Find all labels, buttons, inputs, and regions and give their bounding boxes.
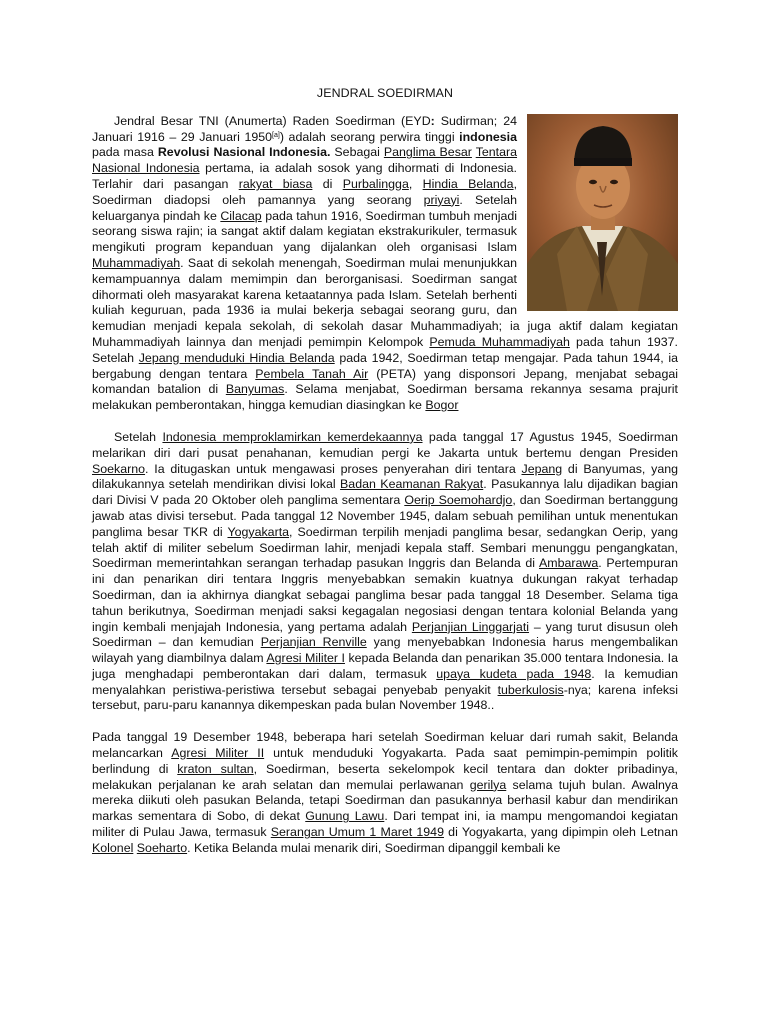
paragraph-3 [92, 730, 678, 856]
wiki-link[interactable]: Cilacap [220, 208, 262, 223]
text-run: Sebagai [330, 145, 384, 160]
text-run: . Saat di sekolah menengah, Soedirman mulai menunjukkan kemampuannya dalam memimpin dan berorganisasi. Soedirman sangat dihormati oleh masyarakat karena ketaatannya pada Islam. Setelah berhenti kuliah keguruan, pada 1936 ia mulai bekerja sebagai seorang guru, dan kemudian menjadi kepala sekolah, di sekolah dasar Muhammadiyah; ia juga aktif dalam kegiatan Muhammadiyah lainnya dan menjadi pemimpin Kelompok [92, 255, 678, 349]
text-run: pada tanggal 17 Agustus 1945, Soedirman melarikan diri dari pusat penahanan, kemudian pergi ke Jakarta untuk bertemu dengan Presiden [92, 429, 678, 460]
paragraph-1 [92, 114, 678, 414]
portrait-icon [527, 114, 678, 311]
wiki-link[interactable]: Perjanjian Renville [260, 635, 367, 650]
footnote-marker[interactable]: [a] [272, 131, 280, 139]
text-run: . Ia kemudian menyalahkan peristiwa-peristiwa tersebut sebagai penyebab penyakit [92, 666, 678, 697]
text-run: Sudirman; 24 Januari 1916 – 29 Januari 1950 [92, 113, 517, 144]
wiki-link[interactable]: Agresi Militer I [266, 651, 345, 666]
wiki-link[interactable]: kraton sultan [177, 761, 254, 776]
bold-text: indonesia [459, 129, 518, 144]
wiki-link[interactable]: Badan Keamanan Rakyat [340, 477, 484, 492]
text-run: pada masa [92, 145, 158, 160]
text-run: – yang turut disusun oleh Soedirman – dan kemudian [92, 619, 678, 650]
text-run: , Soedirman diadopsi oleh pamannya yang seorang [92, 176, 518, 207]
text-run: Jendral Besar TNI (Anumerta) Raden Soedirman (EYD [114, 113, 431, 128]
wiki-link[interactable]: tuberkulosis [497, 682, 564, 697]
wiki-link[interactable]: Jepang menduduki Hindia Belanda [138, 350, 335, 365]
text-run: pada tahun 1916, Soedirman tumbuh menjadi seorang siswa rajin; ia sangat aktif dalam kegiatan ekstrakurikuler, termasuk mengikuti program kepanduan yang dijalankan oleh organisasi Islam [92, 208, 517, 255]
text-run: yang menyebabkan Indonesia harus mengembalikan wilayah yang diambilnya dalam [92, 635, 679, 666]
text-run: . Ketika Belanda mulai menarik diri, Soedirman dipanggil kembali ke [187, 840, 561, 855]
text-run: . Ia ditugaskan untuk mengawasi proses penyerahan diri tentara [145, 461, 522, 476]
wiki-link[interactable]: Banyumas [225, 382, 285, 397]
text-run: di Yogyakarta, yang dipimpin oleh Letnan [443, 825, 678, 840]
text-run: , Soedirman, beserta sekelompok kecil tentara dan dokter pribadinya, melakukan perjalanan ke arah selatan dan memulai perlawanan [92, 761, 678, 792]
bold-text: : [430, 113, 441, 128]
text-run: pada tahun 1937. Setelah [92, 334, 678, 365]
wiki-link[interactable]: Panglima Besar [383, 145, 472, 160]
document-title: JENDRAL SOEDIRMAN [316, 86, 454, 100]
text-run: di Banyumas, yang dilakukannya setelah mendirikan divisi lokal [92, 461, 678, 492]
wiki-link[interactable]: Oerip Soemohardjo [404, 493, 513, 508]
wiki-link[interactable]: Pembela Tanah Air [255, 366, 369, 381]
text-run: kepada Belanda dan penarikan 35.000 tentara Indonesia. Ia juga menghadapi pemberontakan dari dalam, termasuk [92, 651, 678, 681]
text-run: , Soedirman terpilih menjadi panglima besar, sedangkan Oerip, yang telah aktif di militer sebelum Soedirman lahir, menjadi kepala staff. Sembari menunggu pengangkatan, Soedirman memerintahkan serangan terhadap pasukan Inggris dan Belanda di [92, 524, 678, 571]
wiki-link[interactable]: Bogor [425, 398, 459, 413]
wiki-link[interactable]: upaya kudeta pada 1948 [436, 666, 592, 681]
text-run: Setelah [114, 429, 163, 444]
text-run: . Pertempuran ini dan penarikan diri tentara Inggris menyebabkan semakin kuatnya dukungan rakyat terhadap Soedirman, dan ia akhirnya diangkat sebagai panglima besar pada tanggal 18 Desember. Selama tiga tahun berikutnya, Soedirman menjadi saksi kegagalan negosiasi dengan tentara kolonial Belanda yang ingin kembali menjajah Indonesia, yang pertama adalah [92, 556, 678, 634]
paragraph-2 [92, 430, 678, 714]
wiki-link[interactable]: Agresi Militer II [171, 746, 265, 761]
wiki-link[interactable]: Serangan Umum 1 Maret 1949 [270, 825, 444, 840]
document-page [92, 86, 678, 873]
wiki-link[interactable]: Hindia Belanda [422, 176, 514, 191]
wiki-link[interactable]: Muhammadiyah [92, 255, 181, 270]
wiki-link[interactable]: priyayi [423, 192, 460, 207]
text-run: , dan Soedirman bertanggung jawab atas divisi tersebut. Pada tanggal 12 November 1945, dalam sebuah pemilihan untuk menentukan panglima besar TKR di [92, 493, 678, 539]
wiki-link[interactable]: Indonesia memproklamirkan kemerdekaannya [162, 429, 423, 444]
wiki-link[interactable]: Ambarawa [539, 556, 599, 571]
paragraph-2-text [92, 430, 678, 713]
wiki-link[interactable]: Purbalingga [342, 176, 409, 191]
text-run: untuk menduduki Yogyakarta. Pada saat pemimpin-pemimpin politik berlindung di [92, 746, 679, 776]
wiki-link[interactable]: Kolonel [92, 840, 134, 855]
wiki-link[interactable]: Jepang [521, 461, 563, 476]
wiki-link[interactable]: Pemuda Muhammadiyah [429, 334, 570, 349]
paragraph-3-text [92, 730, 678, 855]
text-run: . Pasukannya lalu dijadikan bagian dari Divisi V pada 20 Oktober oleh panglima sementara [92, 477, 678, 508]
bold-text: Revolusi Nasional Indonesia. [157, 145, 331, 160]
portrait-photo [527, 114, 678, 311]
text-run: di [312, 176, 343, 191]
wiki-link[interactable]: Soekarno [92, 461, 146, 476]
text-run: selama tujuh bulan. Awalnya mereka diikuti oleh pasukan Belanda, tetapi Soedirman dan pasukannya berhasil kabur dan mendirikan markas sementara di Sobo, di dekat [92, 777, 678, 824]
wiki-link[interactable]: Tentara Nasional Indonesia [92, 145, 518, 176]
text-run: . Setelah keluarganya pindah ke [92, 192, 517, 223]
text-run: pertama, ia adalah sosok yang dihormati di Indonesia. Terlahir dari pasangan [92, 161, 517, 191]
text-run: ) adalah seorang perwira tinggi [279, 129, 460, 144]
text-run: -nya; karena infeksi tersebut, paru-paru kanannya dikempeskan pada bulan November 1948.. [92, 682, 678, 713]
wiki-link[interactable]: rakyat biasa [238, 176, 313, 191]
wiki-link[interactable]: Soeharto [136, 840, 188, 855]
text-run: pada 1942, Soedirman tetap mengajar. Pada tahun 1944, ia bergabung dengan tentara [92, 350, 679, 381]
text-run: (PETA) yang disponsori Jepang, menjabat sebagai komandan batalion di [92, 366, 678, 397]
wiki-link[interactable]: Perjanjian Linggarjati [411, 619, 530, 634]
wiki-link[interactable]: Gunung Lawu [305, 809, 385, 824]
text-run: , [408, 176, 423, 191]
wiki-link[interactable]: Yogyakarta [227, 524, 290, 539]
text-run: . Dari tempat ini, ia mampu mengomandoi kegiatan militer di Pulau Jawa, termasuk [92, 809, 678, 840]
text-run: . Selama menjabat, Soedirman bersama rekannya sesama prajurit melakukan pemberontakan, hingga kemudian diasingkan ke [92, 382, 678, 413]
text-run: Pada tanggal 19 Desember 1948, beberapa hari setelah Soedirman keluar dari rumah sakit, Belanda melancarkan [92, 730, 678, 761]
wiki-link[interactable]: gerilya [469, 777, 507, 792]
